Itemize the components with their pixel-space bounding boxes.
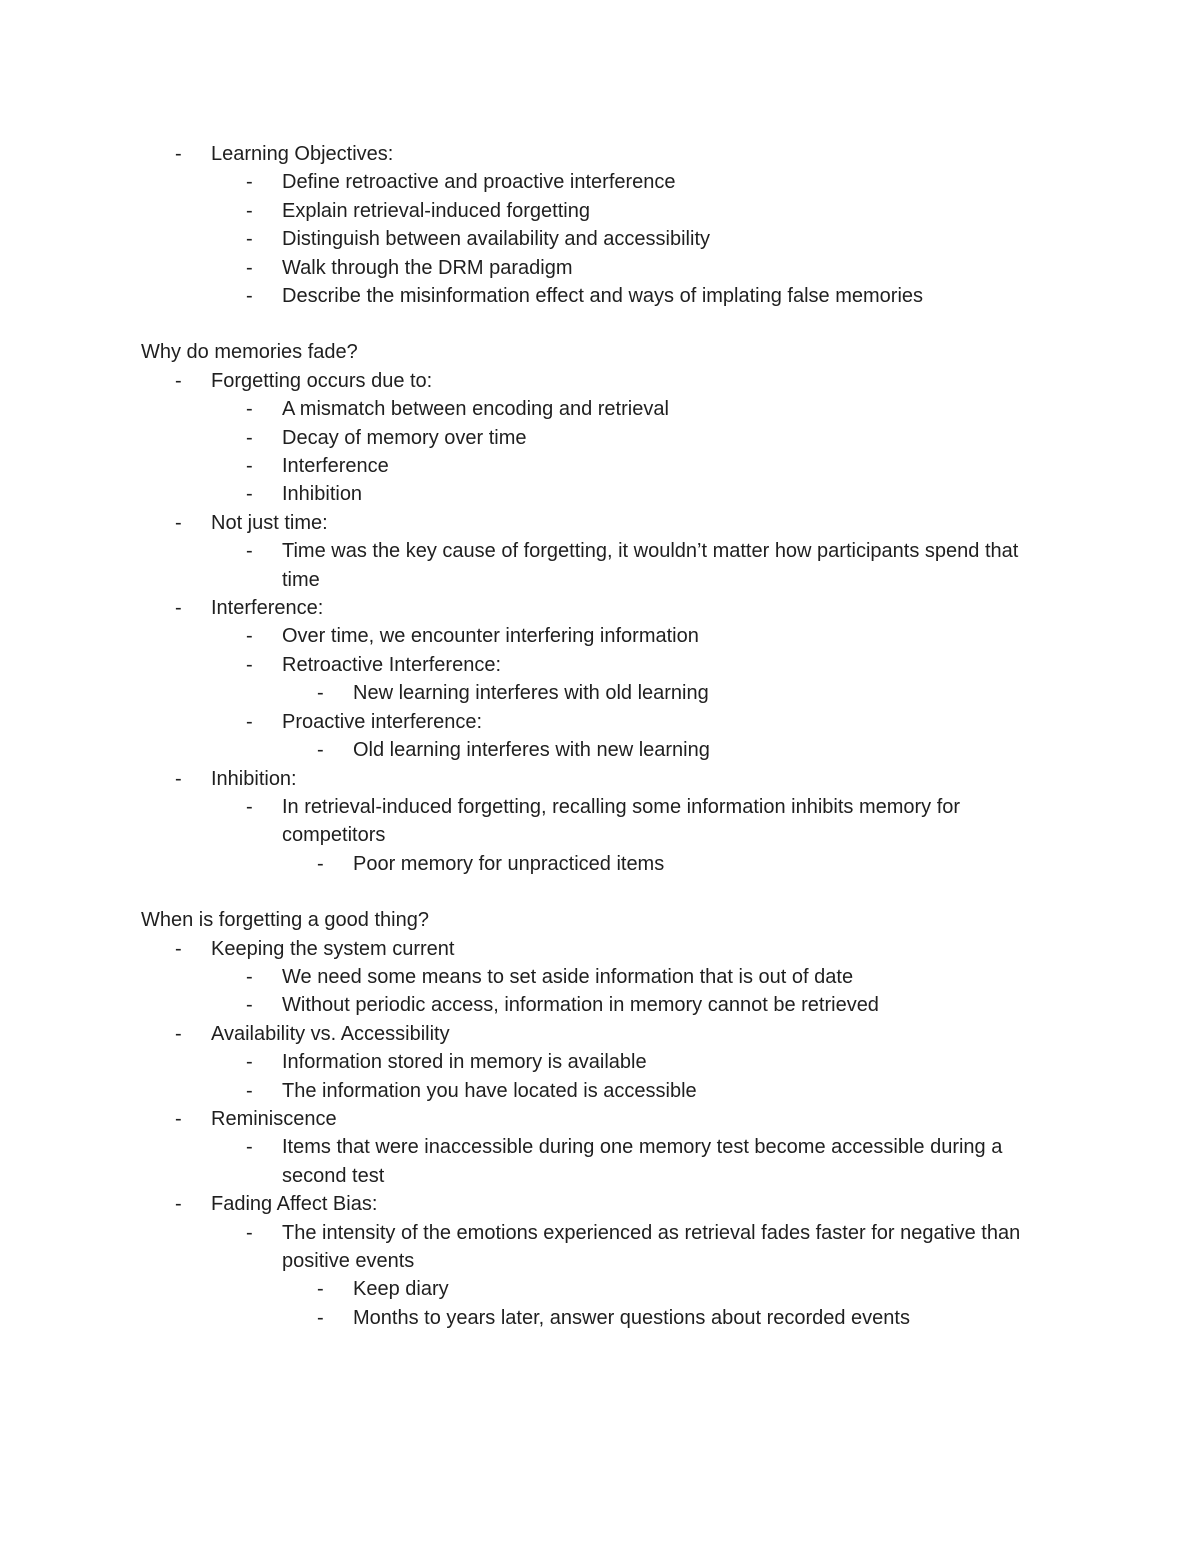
section-heading: Why do memories fade? <box>141 341 358 364</box>
bullet-text: Poor memory for unpracticed items <box>353 852 665 875</box>
bullet-dash: - <box>246 540 253 563</box>
bullet-item-level-2 <box>141 708 1061 736</box>
bullet-item-level-2 <box>141 793 1061 850</box>
bullet-text: Old learning interferes with new learning <box>353 739 710 762</box>
bullet-text: A mismatch between encoding and retrieval <box>282 398 669 421</box>
bullet-dash: - <box>175 767 182 790</box>
bullet-text: Months to years later, answer questions about recorded events <box>353 1306 910 1329</box>
bullet-dash: - <box>246 653 253 676</box>
bullet-dash: - <box>317 739 324 762</box>
bullet-item-level-2 <box>141 197 1061 225</box>
bullet-dash: - <box>246 171 253 194</box>
bullet-text: Not just time: <box>211 511 328 534</box>
bullet-text: New learning interferes with old learning <box>353 682 709 705</box>
bullet-dash: - <box>246 994 253 1017</box>
outline-section <box>141 906 1061 1332</box>
bullet-dash: - <box>246 1221 253 1244</box>
bullet-dash: - <box>317 682 324 705</box>
bullet-dash: - <box>246 625 253 648</box>
bullet-text: Interference: <box>211 597 324 620</box>
bullet-item-level-3 <box>141 1275 1061 1303</box>
bullet-item-level-2 <box>141 1133 1061 1190</box>
bullet-text: Keeping the system current <box>211 937 455 960</box>
bullet-dash: - <box>175 369 182 392</box>
bullet-item-level-1 <box>141 765 1061 793</box>
bullet-text: Availability vs. Accessibility <box>211 1022 450 1045</box>
bullet-text: Learning Objectives: <box>211 143 394 165</box>
bullet-dash: - <box>175 511 182 534</box>
bullet-text: Interference <box>282 455 389 478</box>
bullet-text: Forgetting occurs due to: <box>211 369 433 392</box>
bullet-text: Keep diary <box>353 1278 449 1301</box>
bullet-text: Reminiscence <box>211 1107 337 1130</box>
bullet-text: Decay of memory over time <box>282 426 527 449</box>
bullet-item-level-2 <box>141 1048 1061 1076</box>
bullet-dash: - <box>246 285 253 308</box>
bullet-text: Describe the misinformation effect and ways of implating false memories <box>282 285 924 308</box>
bullet-item-level-1 <box>141 1190 1061 1218</box>
bullet-dash: - <box>246 483 253 506</box>
bullet-dash: - <box>246 455 253 478</box>
bullet-item-level-1 <box>141 935 1061 963</box>
bullet-text: Time was the key cause of forgetting, it wouldn’t matter how participants spend that time <box>282 540 1019 591</box>
bullet-dash: - <box>175 937 182 960</box>
bullet-text: Define retroactive and proactive interference <box>282 171 676 194</box>
bullet-text: Inhibition <box>282 483 363 506</box>
bullet-item-level-1 <box>141 594 1061 622</box>
bullet-dash: - <box>246 228 253 251</box>
bullet-item-level-2 <box>141 651 1061 679</box>
bullet-text: Over time, we encounter interfering information <box>282 625 699 648</box>
bullet-text: The intensity of the emotions experienced as retrieval fades faster for negative than positive events <box>282 1221 1021 1272</box>
bullet-dash: - <box>246 199 253 222</box>
bullet-item-level-1 <box>141 140 1061 168</box>
bullet-dash: - <box>317 1306 324 1329</box>
bullet-text: Items that were inaccessible during one memory test become accessible during a second test <box>282 1136 1003 1187</box>
bullet-item-level-2 <box>141 622 1061 650</box>
bullet-item-level-2 <box>141 254 1061 282</box>
bullet-item-level-1 <box>141 509 1061 537</box>
bullet-item-level-1 <box>141 367 1061 395</box>
bullet-text: Walk through the DRM paradigm <box>282 256 573 279</box>
bullet-text: We need some means to set aside information that is out of date <box>282 965 854 988</box>
bullet-item-level-1 <box>141 1020 1061 1048</box>
bullet-item-level-3 <box>141 736 1061 764</box>
bullet-dash: - <box>246 256 253 279</box>
bullet-item-level-2 <box>141 168 1061 196</box>
outline-section <box>141 338 1061 878</box>
bullet-item-level-2 <box>141 1219 1061 1276</box>
outline-section <box>141 140 1061 310</box>
bullet-item-level-2 <box>141 395 1061 423</box>
bullet-dash: - <box>246 965 253 988</box>
bullet-item-level-2 <box>141 225 1061 253</box>
bullet-item-level-2 <box>141 991 1061 1019</box>
bullet-item-level-2 <box>141 282 1061 310</box>
bullet-dash: - <box>246 1079 253 1102</box>
bullet-dash: - <box>246 795 253 818</box>
bullet-dash: - <box>317 852 324 875</box>
bullet-item-level-3 <box>141 679 1061 707</box>
bullet-item-level-2 <box>141 1077 1061 1105</box>
bullet-text: Retroactive Interference: <box>282 653 501 676</box>
bullet-text: Explain retrieval-induced forgetting <box>282 199 590 222</box>
section-heading: When is forgetting a good thing? <box>141 909 429 932</box>
bullet-dash: - <box>175 1107 182 1130</box>
bullet-item-level-2 <box>141 452 1061 480</box>
bullet-dash: - <box>175 597 182 620</box>
bullet-text: The information you have located is accessible <box>282 1079 697 1102</box>
bullet-text: Distinguish between availability and accessibility <box>282 228 710 251</box>
bullet-item-level-2 <box>141 537 1061 594</box>
bullet-text: Fading Affect Bias: <box>211 1193 378 1216</box>
bullet-text: Proactive interference: <box>282 710 483 733</box>
bullet-dash: - <box>246 710 253 733</box>
bullet-dash: - <box>175 1022 182 1045</box>
bullet-text: In retrieval-induced forgetting, recalling some information inhibits memory for competitors <box>282 795 961 847</box>
bullet-item-level-2 <box>141 424 1061 452</box>
bullet-dash: - <box>175 143 182 165</box>
bullet-item-level-1 <box>141 1105 1061 1133</box>
document-body <box>141 140 1061 1332</box>
bullet-dash: - <box>246 398 253 421</box>
bullet-item-level-3 <box>141 850 1061 878</box>
bullet-item-level-3 <box>141 1304 1061 1332</box>
bullet-dash: - <box>246 1136 253 1159</box>
bullet-item-level-2 <box>141 480 1061 508</box>
bullet-dash: - <box>246 426 253 449</box>
bullet-dash: - <box>317 1278 324 1301</box>
bullet-item-level-2 <box>141 963 1061 991</box>
bullet-text: Inhibition: <box>211 767 297 790</box>
bullet-dash: - <box>246 1051 253 1074</box>
bullet-text: Without periodic access, information in memory cannot be retrieved <box>282 994 879 1017</box>
bullet-dash: - <box>175 1193 182 1216</box>
bullet-text: Information stored in memory is available <box>282 1051 647 1074</box>
